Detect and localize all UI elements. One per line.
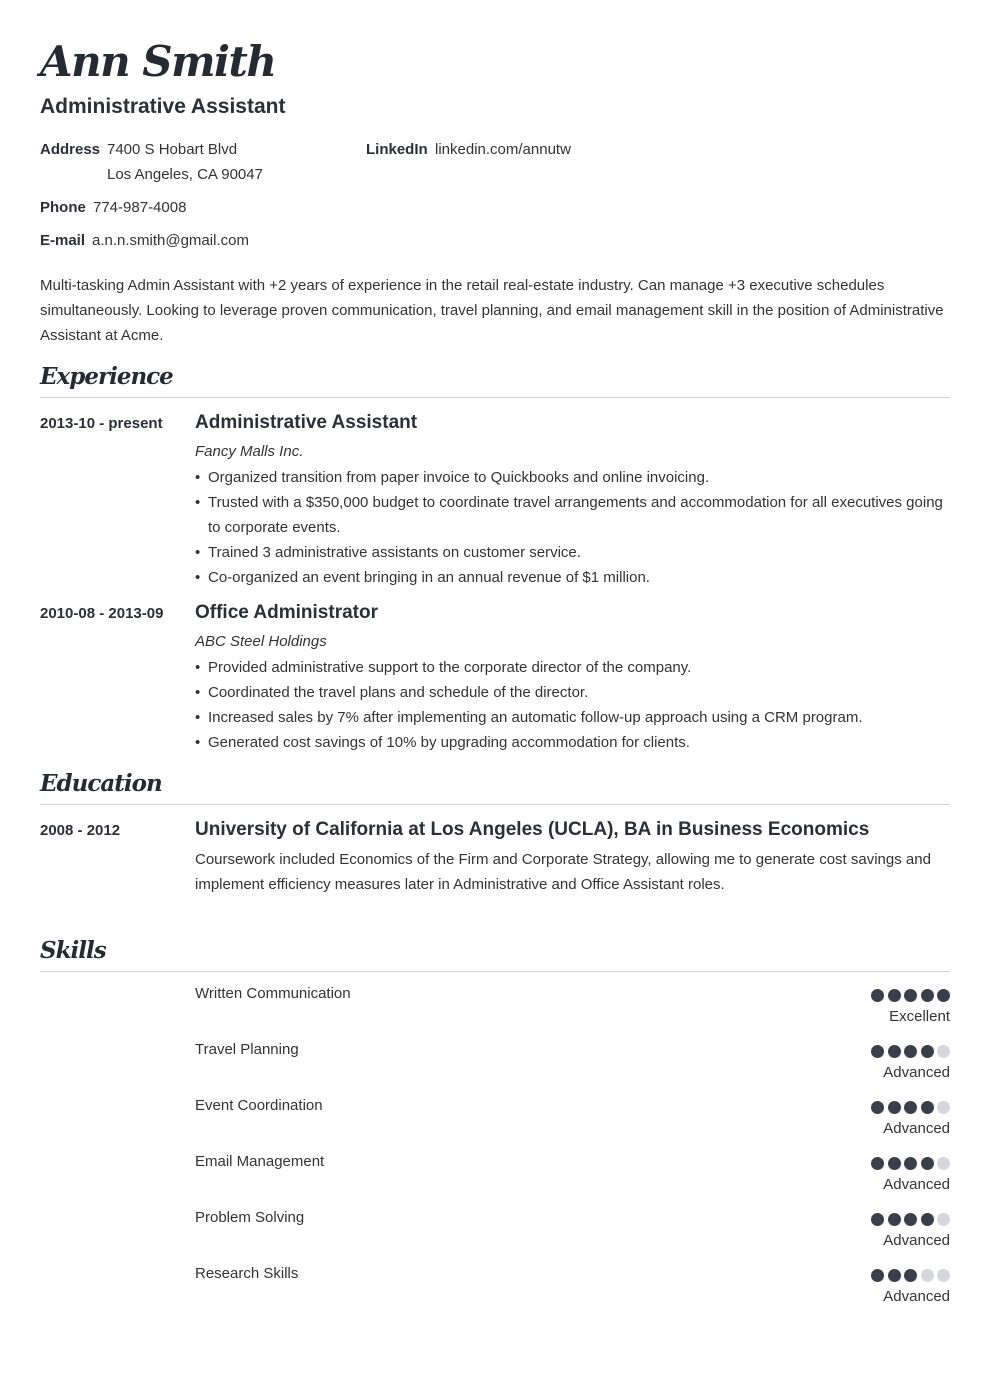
job-company: ABC Steel Holdings [195,633,327,650]
job-role: Administrative Assistant [195,412,418,433]
job-bullet: • Trained 3 administrative assistants on customer service. [195,540,950,565]
experience-divider [40,397,950,398]
job-company: Fancy Malls Inc. [195,443,304,460]
rating-dot-filled [888,989,901,1002]
contact-email [40,228,340,253]
skill-rating [871,1157,950,1170]
skill-rating [871,1213,950,1226]
candidate-title: Administrative Assistant [40,95,286,118]
rating-dot-empty [921,1269,934,1282]
address-line-2: Los Angeles, CA 90047 [107,166,263,183]
address-label: Address [40,141,101,158]
rating-dot-filled [921,1045,934,1058]
rating-dot-empty [937,1045,950,1058]
experience-heading: Experience [40,363,173,390]
education-description: Coursework included Economics of the Firm and Corporate Strategy, allowing me to generate cost savings and implement efficiency measures later in Administrative and Office Assistant roles. [195,851,931,893]
phone-label: Phone [40,199,86,216]
education-divider [40,804,950,805]
phone-value: 774-987-4008 [93,199,187,216]
skills-divider [40,971,950,972]
skill-level: Advanced [883,1120,950,1137]
rating-dot-filled [921,989,934,1002]
candidate-name: Ann Smith [40,37,276,86]
rating-dot-filled [871,1213,884,1226]
job-bullet: • Coordinated the travel plans and schedule of the director. [195,680,950,705]
rating-dot-filled [921,1213,934,1226]
rating-dot-filled [871,1045,884,1058]
job-date: 2013-10 - present [40,415,163,432]
contact-phone [40,195,340,220]
skill-rating [871,1045,950,1058]
skill-level: Advanced [883,1288,950,1305]
job-bullet: • Generated cost savings of 10% by upgrading accommodation for clients. [195,730,950,755]
skill-name: Research Skills [195,1265,299,1282]
education-date: 2008 - 2012 [40,822,121,839]
skill-level: Advanced [883,1064,950,1081]
linkedin-link[interactable]: linkedin.com/annutw [435,141,571,158]
job-bullet: • Provided administrative support to the corporate director of the company. [195,655,950,680]
rating-dot-filled [888,1101,901,1114]
education-degree: University of California at Los Angeles (UCLA), BA in Business Economics [195,819,870,840]
rating-dot-filled [937,989,950,1002]
rating-dot-filled [904,1269,917,1282]
education-heading: Education [40,770,162,797]
rating-dot-filled [871,1157,884,1170]
rating-dot-filled [904,989,917,1002]
linkedin-label: LinkedIn [366,141,428,158]
contact-linkedin [366,137,666,162]
rating-dot-filled [888,1157,901,1170]
job-role: Office Administrator [195,602,378,623]
job-bullet: • Organized transition from paper invoice to Quickbooks and online invoicing. [195,465,950,490]
contact-address [40,137,340,187]
rating-dot-filled [904,1101,917,1114]
profile-summary: Multi-tasking Admin Assistant with +2 years of experience in the retail real-estate industry. Can manage +3 executive schedules simultaneously. Looking to leverage proven communication, travel planning, and email management skill in the position of Administrative Assistant at Acme. [40,277,944,344]
address-line-1: 7400 S Hobart Blvd [107,141,238,158]
skill-rating [871,1101,950,1114]
rating-dot-filled [871,989,884,1002]
rating-dot-filled [871,1101,884,1114]
skill-level: Advanced [883,1176,950,1193]
skill-level: Advanced [883,1232,950,1249]
rating-dot-filled [921,1101,934,1114]
rating-dot-filled [904,1213,917,1226]
rating-dot-empty [937,1269,950,1282]
email-label: E-mail [40,232,86,249]
skill-name: Event Coordination [195,1097,323,1114]
rating-dot-filled [904,1157,917,1170]
skill-name: Problem Solving [195,1209,305,1226]
email-link[interactable]: a.n.n.smith@gmail.com [92,232,249,249]
skills-heading: Skills [40,937,106,964]
rating-dot-empty [937,1213,950,1226]
skill-rating [871,1269,950,1282]
rating-dot-filled [888,1213,901,1226]
rating-dot-filled [888,1269,901,1282]
job-bullet: • Increased sales by 7% after implementing an automatic follow-up approach using a CRM program. [195,705,950,730]
job-date: 2010-08 - 2013-09 [40,605,164,622]
job-bullets [195,655,950,755]
rating-dot-filled [871,1269,884,1282]
skill-level: Excellent [889,1008,950,1025]
rating-dot-empty [937,1157,950,1170]
skill-name: Travel Planning [195,1041,299,1058]
rating-dot-filled [904,1045,917,1058]
rating-dot-filled [921,1157,934,1170]
rating-dot-filled [888,1045,901,1058]
skill-name: Email Management [195,1153,325,1170]
job-bullet: • Co-organized an event bringing in an annual revenue of $1 million. [195,565,950,590]
job-bullets [195,465,950,590]
skill-name: Written Communication [195,985,351,1002]
job-bullet: • Trusted with a $350,000 budget to coordinate travel arrangements and accommodation for all executives going to corporate events. [195,490,950,540]
rating-dot-empty [937,1101,950,1114]
skill-rating [871,989,950,1002]
